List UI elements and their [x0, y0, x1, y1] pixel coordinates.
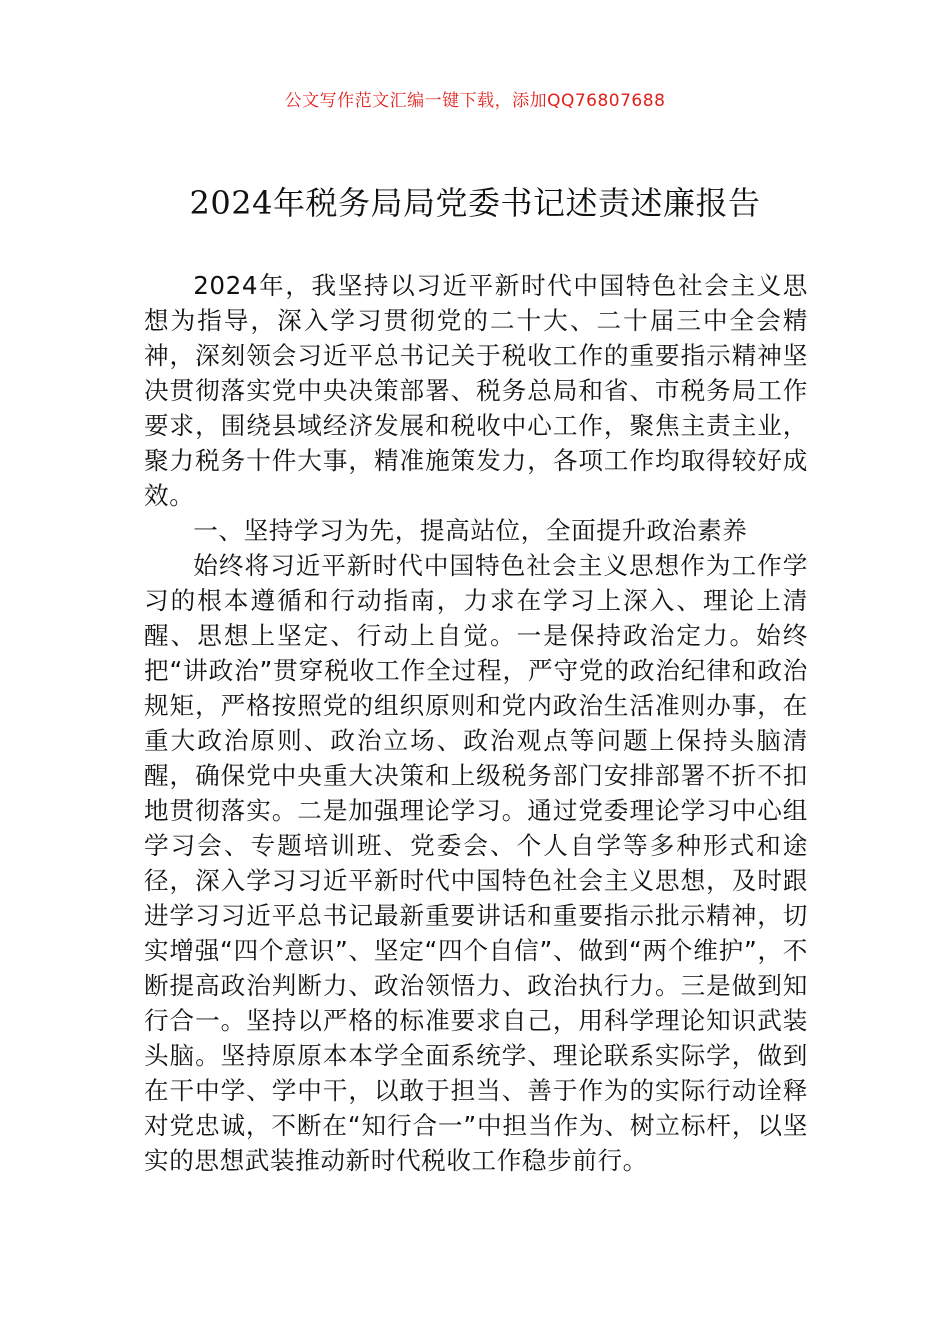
document-title: 2024年税务局局党委书记述责述廉报告 — [189, 184, 761, 222]
section-paragraph-1: 始终将习近平新时代中国特色社会主义思想作为工作学习的根本遵循和行动指南，力求在学习上深入、理论上清醒、思想上坚定、行动上自觉。一是保持政治定力。始终把“讲政治”贯穿税收工作全过程，严守党的政治纪律和政治规矩，严格按照党的组织原则和党内政治生活准则办事，在重大政治原则、政治立场、政治观点等问题上保持头脑清醒，确保党中央重大决策和上级税务部门安排部署不折不扣地贯彻落实。二是加强理论学习。通过党委理论学习中心组学习会、专题培训班、党委会、个人自学等多种形式和途径，深入学习习近平新时代中国特色社会主义思想，及时跟进学习习近平总书记最新重要讲话和重要指示批示精神，切实增强“四个意识”、坚定“四个自信”、做到“两个维护”，不断提高政治判断力、政治领悟力、政治执行力。三是做到知行合一。坚持以严格的标准要求自己，用科学理论知识武装头脑。坚持原原本本学全面系统学、理论联系实际学，做到在干中学、学中干，以敢于担当、善于作为的实际行动诠释对党忠诚，不断在“知行合一”中担当作为、树立标杆，以坚实的思想武装推动新时代税收工作稳步前行。 — [144, 551, 808, 1175]
document-body — [144, 268, 808, 1178]
download-notice: 公文写作范文汇编一键下载，添加QQ76807688 — [284, 91, 666, 111]
intro-paragraph: 2024年，我坚持以习近平新时代中国特色社会主义思想为指导，深入学习贯彻党的二十大、二十届三中全会精神，深刻领会习近平总书记关于税收工作的重要指示精神坚决贯彻落实党中央决策部署、税务总局和省、市税务局工作要求，围绕县域经济发展和税收中心工作，聚焦主责主业，聚力税务十件大事，精准施策发力，各项工作均取得较好成效。 — [144, 271, 808, 510]
section-heading-1: 一、坚持学习为先，提高站位，全面提升政治素养 — [193, 516, 748, 545]
